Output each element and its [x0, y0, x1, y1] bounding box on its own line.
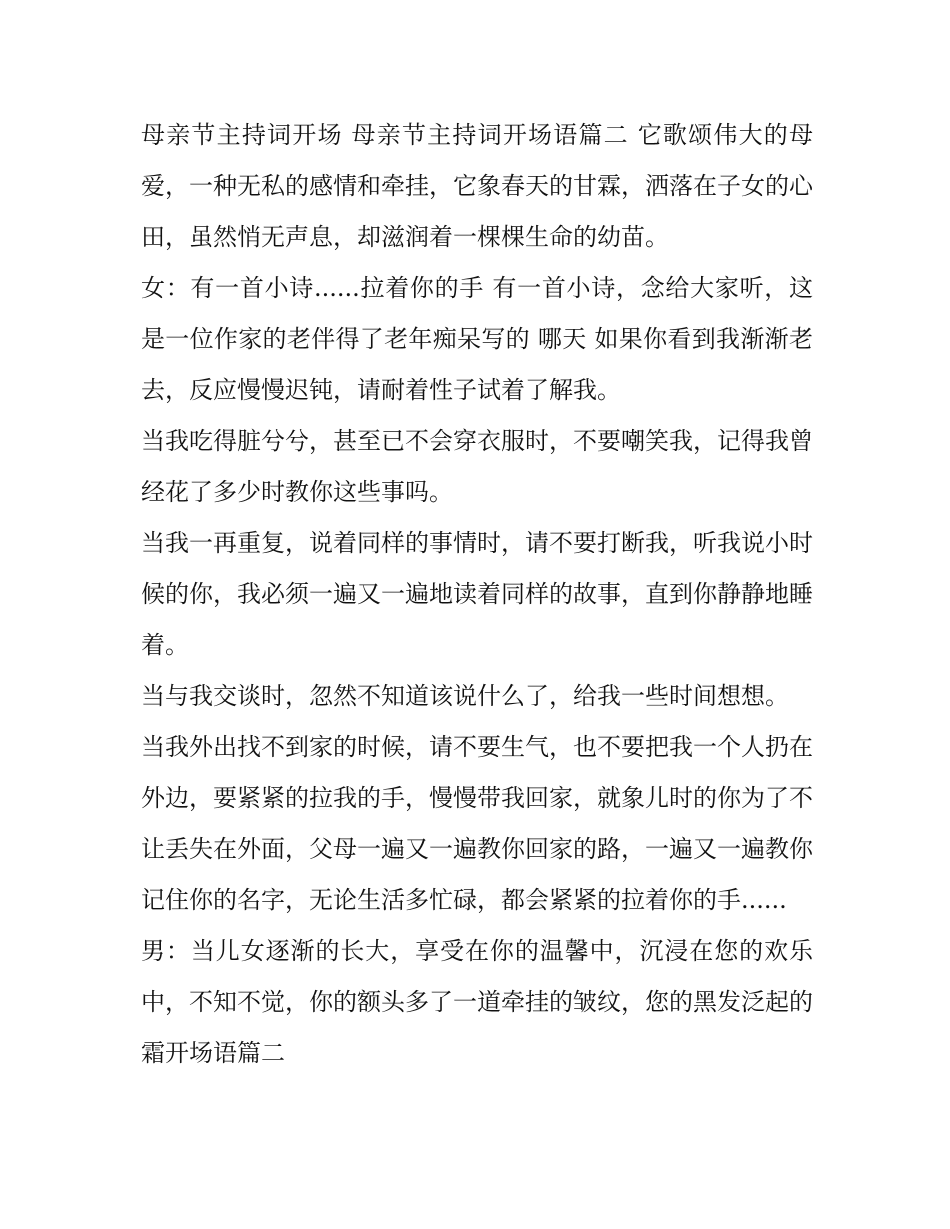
paragraph-5: 当与我交谈时，忽然不知道该说什么了，给我一些时间想想。: [141, 682, 789, 710]
paragraph-3: 当我吃得脏兮兮，甚至已不会穿衣服时，不要嘲笑我，记得我曾经花了多少时教你这些事吗。: [141, 427, 813, 506]
paragraph-7: 男：当儿女逐渐的长大，享受在你的温馨中，沉浸在您的欢乐中，不知不觉，你的额头多了一道牵挂的皱纹，您的黑发泛起的霜开场语篇二: [141, 937, 813, 1067]
document-body: [141, 110, 813, 1079]
paragraph-6: 当我外出找不到家的时候，请不要生气，也不要把我一个人扔在外边，要紧紧的拉我的手，慢慢带我回家，就象儿时的你为了不让丢失在外面，父母一遍又一遍教你回家的路，一遍又一遍教你记住你的名字，无论生活多忙碌，都会紧紧的拉着你的手......: [141, 733, 813, 914]
paragraph-1: 母亲节主持词开场 母亲节主持词开场语篇二 它歌颂伟大的母爱，一种无私的感情和牵挂，它象春天的甘霖，洒落在子女的心田，虽然悄无声息，却滋润着一棵棵生命的幼苗。: [141, 121, 813, 251]
paragraph-4: 当我一再重复，说着同样的事情时，请不要打断我，听我说小时候的你，我必须一遍又一遍地读着同样的故事，直到你静静地睡着。: [141, 529, 813, 659]
paragraph-2: 女：有一首小诗......拉着你的手 有一首小诗，念给大家听，这是一位作家的老伴得了老年痴呆写的 哪天 如果你看到我渐渐老去，反应慢慢迟钝，请耐着性子试着了解我。: [141, 274, 813, 404]
